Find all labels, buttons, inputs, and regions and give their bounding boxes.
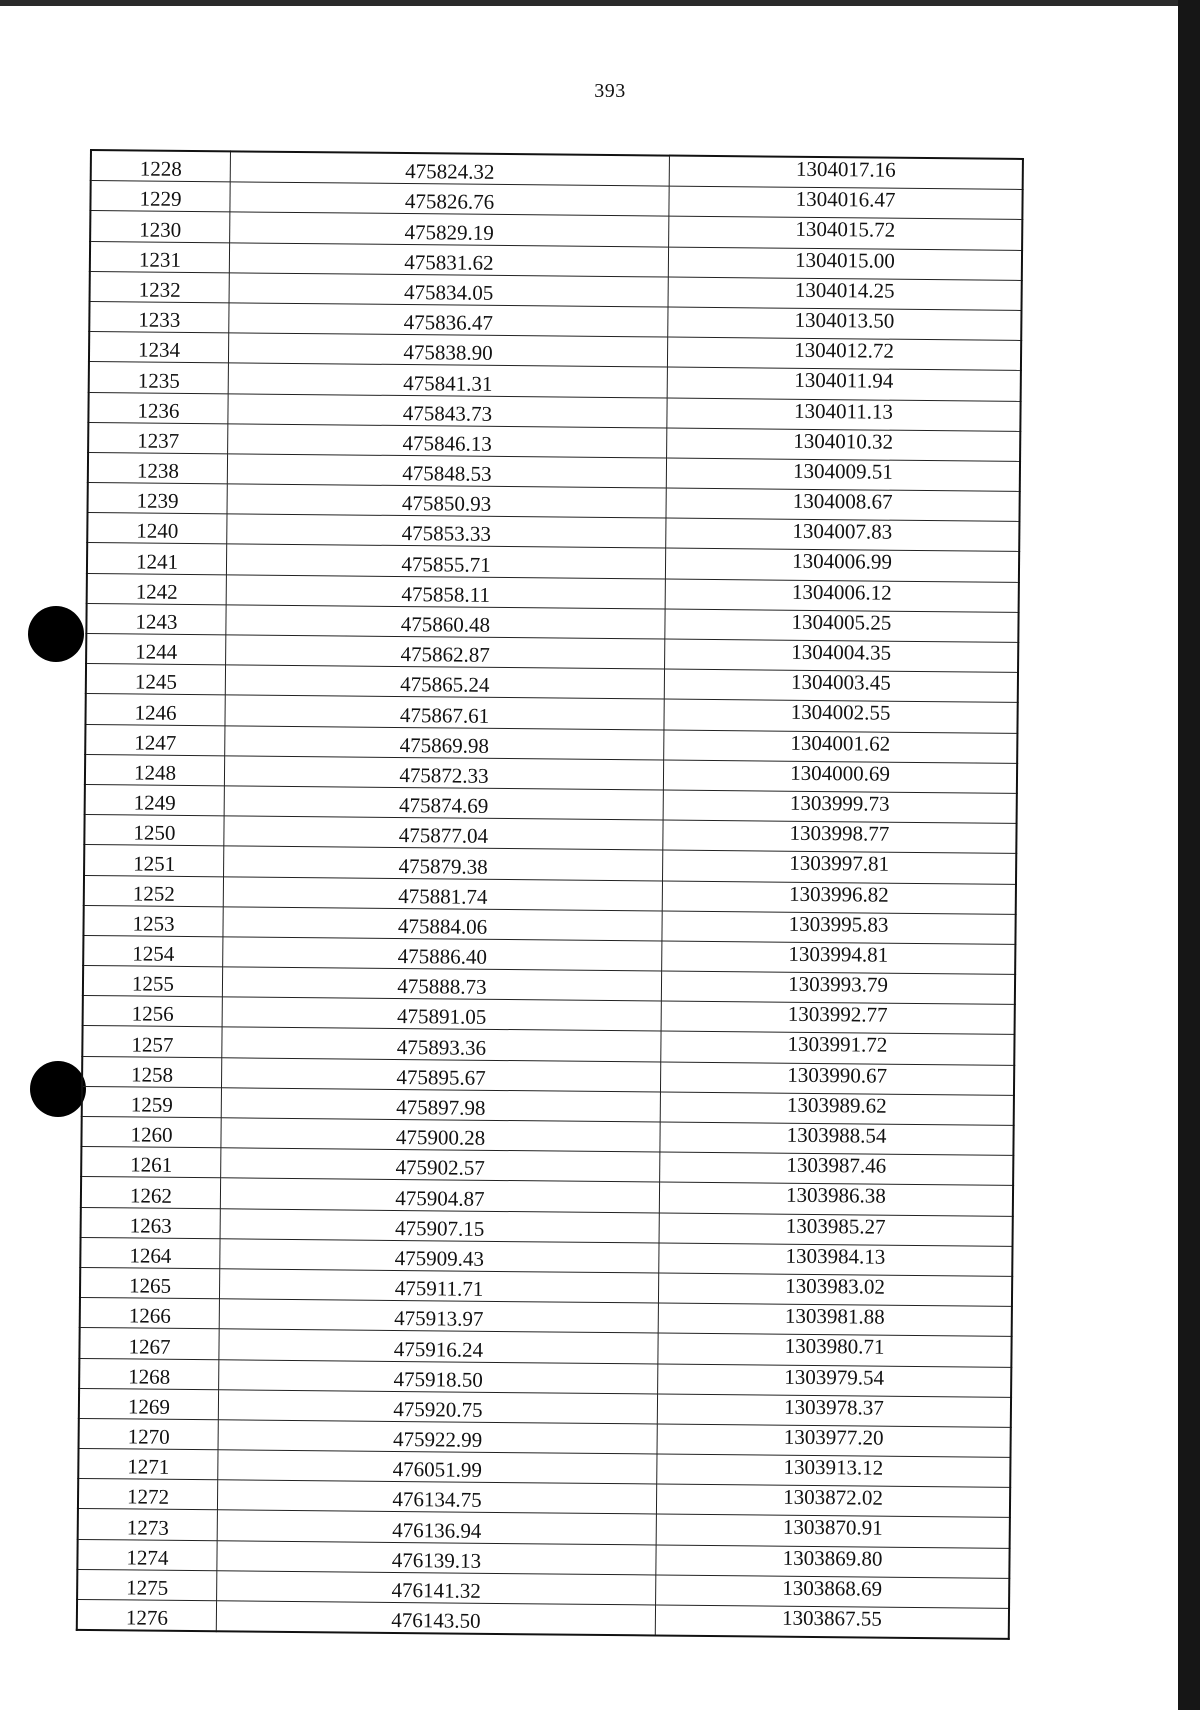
y-coordinate-cell: 1303870.91 xyxy=(656,1514,1010,1548)
x-coordinate-cell: 475862.87 xyxy=(226,635,665,669)
x-coordinate-cell: 475916.24 xyxy=(219,1329,658,1363)
point-id-cell: 1253 xyxy=(83,905,223,937)
point-id-cell: 1228 xyxy=(91,150,231,182)
point-id-cell: 1268 xyxy=(79,1358,219,1390)
x-coordinate-cell: 476134.75 xyxy=(217,1480,656,1514)
y-coordinate-cell: 1303868.69 xyxy=(656,1575,1010,1609)
point-id-cell: 1270 xyxy=(79,1418,219,1450)
point-id-cell: 1248 xyxy=(85,754,225,786)
y-coordinate-cell: 1303979.54 xyxy=(658,1364,1012,1398)
point-id-cell: 1276 xyxy=(77,1599,217,1631)
x-coordinate-cell: 475874.69 xyxy=(224,786,663,820)
y-coordinate-cell: 1303980.71 xyxy=(658,1333,1012,1367)
x-coordinate-cell: 475907.15 xyxy=(220,1208,659,1242)
point-id-cell: 1260 xyxy=(81,1116,221,1148)
y-coordinate-cell: 1304000.69 xyxy=(663,760,1017,794)
page-number: 393 xyxy=(594,80,626,102)
point-id-cell: 1249 xyxy=(85,784,225,816)
point-id-cell: 1243 xyxy=(86,603,226,635)
x-coordinate-cell: 475826.76 xyxy=(230,182,669,216)
y-coordinate-cell: 1304014.25 xyxy=(668,277,1022,311)
x-coordinate-cell: 475824.32 xyxy=(230,151,669,186)
x-coordinate-cell: 475902.57 xyxy=(221,1148,660,1182)
y-coordinate-cell: 1304005.25 xyxy=(665,609,1019,643)
point-id-cell: 1242 xyxy=(87,573,227,605)
x-coordinate-cell: 475884.06 xyxy=(223,907,662,941)
x-coordinate-cell: 475922.99 xyxy=(218,1420,657,1454)
punch-hole-bottom xyxy=(30,1061,86,1117)
y-coordinate-cell: 1304015.72 xyxy=(669,216,1023,250)
x-coordinate-cell: 475855.71 xyxy=(226,544,665,578)
y-coordinate-cell: 1304008.67 xyxy=(666,488,1020,522)
point-id-cell: 1244 xyxy=(86,633,226,665)
x-coordinate-cell: 475846.13 xyxy=(228,424,667,458)
x-coordinate-cell: 475920.75 xyxy=(218,1389,657,1423)
y-coordinate-cell: 1303994.81 xyxy=(662,941,1016,975)
point-id-cell: 1262 xyxy=(81,1177,221,1209)
scan-edge-right xyxy=(1178,0,1200,1710)
y-coordinate-cell: 1303869.80 xyxy=(656,1545,1010,1579)
point-id-cell: 1255 xyxy=(83,966,223,998)
point-id-cell: 1236 xyxy=(88,392,228,424)
x-coordinate-cell: 475838.90 xyxy=(228,333,667,367)
point-id-cell: 1266 xyxy=(80,1298,220,1330)
x-coordinate-cell: 475891.05 xyxy=(222,997,661,1031)
y-coordinate-cell: 1304016.47 xyxy=(669,186,1023,220)
point-id-cell: 1229 xyxy=(90,181,230,213)
point-id-cell: 1259 xyxy=(82,1086,222,1118)
y-coordinate-cell: 1304011.94 xyxy=(667,367,1021,401)
y-coordinate-cell: 1304017.16 xyxy=(669,156,1023,190)
x-coordinate-cell: 476051.99 xyxy=(218,1450,657,1484)
x-coordinate-cell: 475829.19 xyxy=(230,212,669,246)
x-coordinate-cell: 475834.05 xyxy=(229,273,668,307)
point-id-cell: 1272 xyxy=(78,1479,218,1511)
x-coordinate-cell: 475888.73 xyxy=(222,967,661,1001)
point-id-cell: 1240 xyxy=(87,513,227,545)
y-coordinate-cell: 1303996.82 xyxy=(662,881,1016,915)
x-coordinate-cell: 475869.98 xyxy=(225,725,664,759)
x-coordinate-cell: 475909.43 xyxy=(220,1239,659,1273)
coordinate-table xyxy=(76,149,1024,1640)
x-coordinate-cell: 475831.62 xyxy=(229,242,668,276)
point-id-cell: 1267 xyxy=(79,1328,219,1360)
x-coordinate-cell: 475897.98 xyxy=(221,1088,660,1122)
x-coordinate-cell: 475853.33 xyxy=(227,514,666,548)
y-coordinate-cell: 1303981.88 xyxy=(658,1303,1012,1337)
y-coordinate-cell: 1303993.79 xyxy=(661,971,1015,1005)
punch-hole-top xyxy=(28,606,84,662)
coordinate-table-body xyxy=(77,150,1023,1639)
y-coordinate-cell: 1304003.45 xyxy=(664,669,1018,703)
y-coordinate-cell: 1303984.13 xyxy=(659,1243,1013,1277)
y-coordinate-cell: 1303987.46 xyxy=(660,1152,1014,1186)
x-coordinate-cell: 475900.28 xyxy=(221,1118,660,1152)
point-id-cell: 1233 xyxy=(89,301,229,333)
y-coordinate-cell: 1303986.38 xyxy=(659,1182,1013,1216)
y-coordinate-cell: 1304007.83 xyxy=(666,518,1020,552)
y-coordinate-cell: 1304013.50 xyxy=(668,307,1022,341)
point-id-cell: 1241 xyxy=(87,543,227,575)
x-coordinate-cell: 475918.50 xyxy=(219,1359,658,1393)
y-coordinate-cell: 1303983.02 xyxy=(658,1273,1012,1307)
x-coordinate-cell: 475867.61 xyxy=(225,695,664,729)
point-id-cell: 1247 xyxy=(85,724,225,756)
y-coordinate-cell: 1304009.51 xyxy=(666,458,1020,492)
point-id-cell: 1237 xyxy=(88,422,228,454)
x-coordinate-cell: 475843.73 xyxy=(228,393,667,427)
y-coordinate-cell: 1303995.83 xyxy=(662,911,1016,945)
point-id-cell: 1275 xyxy=(77,1569,217,1601)
x-coordinate-cell: 476141.32 xyxy=(217,1571,656,1605)
y-coordinate-cell: 1303872.02 xyxy=(656,1484,1010,1518)
x-coordinate-cell: 475850.93 xyxy=(227,484,666,518)
y-coordinate-cell: 1303990.67 xyxy=(660,1062,1014,1096)
x-coordinate-cell: 475877.04 xyxy=(224,816,663,850)
point-id-cell: 1258 xyxy=(82,1056,222,1088)
y-coordinate-cell: 1303992.77 xyxy=(661,1001,1015,1035)
y-coordinate-cell: 1303989.62 xyxy=(660,1092,1014,1126)
y-coordinate-cell: 1304015.00 xyxy=(668,247,1022,281)
x-coordinate-cell: 475893.36 xyxy=(222,1027,661,1061)
x-coordinate-cell: 475860.48 xyxy=(226,605,665,639)
point-id-cell: 1235 xyxy=(89,362,229,394)
y-coordinate-cell: 1304001.62 xyxy=(664,730,1018,764)
y-coordinate-cell: 1303999.73 xyxy=(663,790,1017,824)
x-coordinate-cell: 475881.74 xyxy=(223,876,662,910)
point-id-cell: 1261 xyxy=(81,1147,221,1179)
x-coordinate-cell: 475841.31 xyxy=(228,363,667,397)
point-id-cell: 1230 xyxy=(90,211,230,243)
x-coordinate-cell: 476143.50 xyxy=(216,1601,655,1636)
y-coordinate-cell: 1304004.35 xyxy=(665,639,1019,673)
x-coordinate-cell: 475858.11 xyxy=(226,574,665,608)
x-coordinate-cell: 475865.24 xyxy=(225,665,664,699)
point-id-cell: 1263 xyxy=(81,1207,221,1239)
y-coordinate-cell: 1304010.32 xyxy=(667,428,1021,462)
point-id-cell: 1264 xyxy=(80,1237,220,1269)
x-coordinate-cell: 475886.40 xyxy=(223,937,662,971)
y-coordinate-cell: 1303991.72 xyxy=(661,1031,1015,1065)
y-coordinate-cell: 1304011.13 xyxy=(667,398,1021,432)
x-coordinate-cell: 475913.97 xyxy=(219,1299,658,1333)
y-coordinate-cell: 1303985.27 xyxy=(659,1213,1013,1247)
y-coordinate-cell: 1304006.99 xyxy=(665,548,1019,582)
y-coordinate-cell: 1303998.77 xyxy=(663,820,1017,854)
x-coordinate-cell: 476139.13 xyxy=(217,1540,656,1574)
point-id-cell: 1238 xyxy=(88,452,228,484)
y-coordinate-cell: 1303997.81 xyxy=(663,850,1017,884)
point-id-cell: 1250 xyxy=(84,815,224,847)
point-id-cell: 1273 xyxy=(78,1509,218,1541)
y-coordinate-cell: 1304002.55 xyxy=(664,699,1018,733)
point-id-cell: 1269 xyxy=(79,1388,219,1420)
y-coordinate-cell: 1304006.12 xyxy=(665,579,1019,613)
point-id-cell: 1256 xyxy=(83,996,223,1028)
x-coordinate-cell: 475904.87 xyxy=(220,1178,659,1212)
point-id-cell: 1232 xyxy=(90,271,230,303)
x-coordinate-cell: 475911.71 xyxy=(219,1269,658,1303)
point-id-cell: 1274 xyxy=(77,1539,217,1571)
y-coordinate-cell: 1304012.72 xyxy=(667,337,1021,371)
y-coordinate-cell: 1303867.55 xyxy=(655,1605,1009,1639)
x-coordinate-cell: 476136.94 xyxy=(217,1510,656,1544)
point-id-cell: 1246 xyxy=(85,694,225,726)
x-coordinate-cell: 475879.38 xyxy=(224,846,663,880)
x-coordinate-cell: 475872.33 xyxy=(224,756,663,790)
point-id-cell: 1234 xyxy=(89,332,229,364)
y-coordinate-cell: 1303913.12 xyxy=(657,1454,1011,1488)
point-id-cell: 1231 xyxy=(90,241,230,273)
point-id-cell: 1239 xyxy=(88,483,228,515)
x-coordinate-cell: 475895.67 xyxy=(221,1057,660,1091)
point-id-cell: 1257 xyxy=(82,1026,222,1058)
x-coordinate-cell: 475848.53 xyxy=(227,454,666,488)
scan-edge-top xyxy=(0,0,1200,6)
y-coordinate-cell: 1303977.20 xyxy=(657,1424,1011,1458)
point-id-cell: 1252 xyxy=(84,875,224,907)
point-id-cell: 1251 xyxy=(84,845,224,877)
point-id-cell: 1254 xyxy=(83,935,223,967)
x-coordinate-cell: 475836.47 xyxy=(229,303,668,337)
point-id-cell: 1265 xyxy=(80,1267,220,1299)
y-coordinate-cell: 1303978.37 xyxy=(657,1394,1011,1428)
point-id-cell: 1271 xyxy=(78,1449,218,1481)
point-id-cell: 1245 xyxy=(86,664,226,696)
y-coordinate-cell: 1303988.54 xyxy=(660,1122,1014,1156)
